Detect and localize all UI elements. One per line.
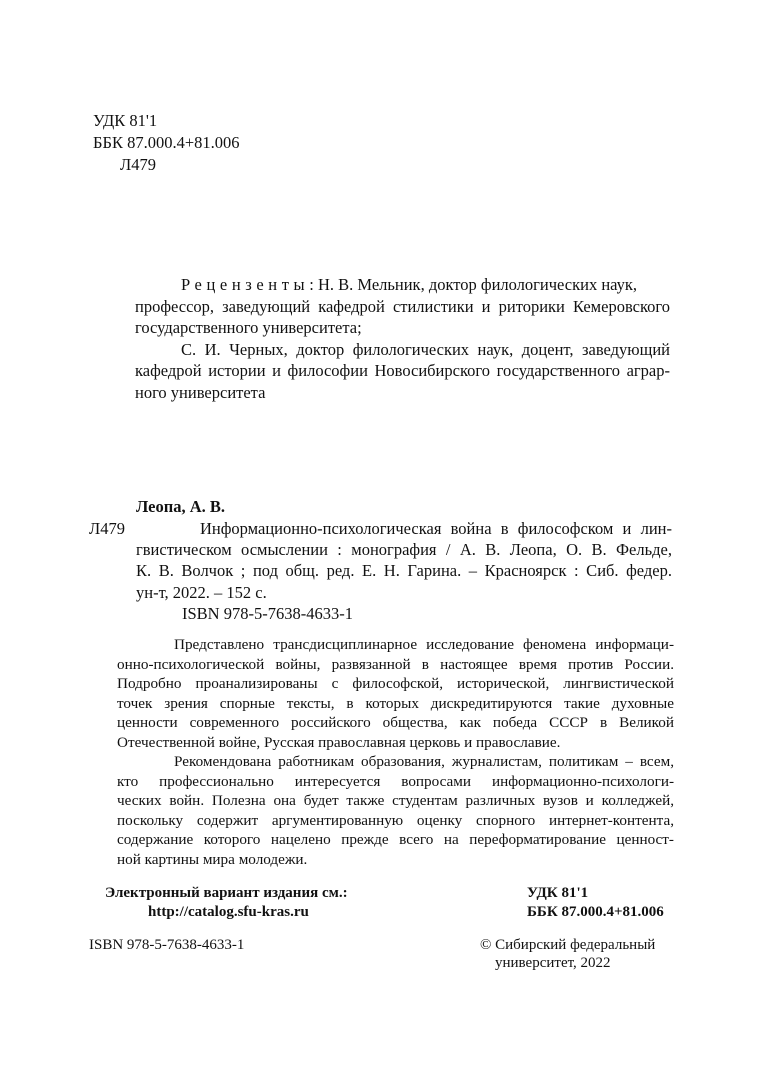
- annotation-p2-line: кто профессионально интересуется вопросами информационно-психологи-: [117, 772, 674, 790]
- author-name: Леопа, А. В.: [136, 497, 226, 516]
- annotation-p1-line: онно-психологической войны, развязанной в настоящее время против России.: [117, 655, 674, 673]
- reviewers-line-1: Рецензенты: Н. В. Мельник, доктор филологических наук,: [181, 275, 638, 294]
- annotation-p1-line: ценности современного российского общества, как победа СССР в Великой: [117, 714, 674, 732]
- copyright-line-1: © Сибирский федеральный: [480, 937, 656, 953]
- bbk-header: ББК 87.000.4+81.006: [93, 133, 240, 152]
- electronic-version-label: Электронный вариант издания см.:: [105, 885, 348, 901]
- annotation-p1-line: точек зрения спорные тексты, в которых дискредитируются такие духовные: [117, 694, 674, 712]
- annotation-p2-line: поскольку содержит аргументированную оценку спорного интернет-контента,: [117, 811, 674, 829]
- annotation-p2-line: ческих войн. Полезна она будет также студентам различных вузов и колледжей,: [117, 792, 674, 810]
- udk-header: УДК 81'1: [93, 111, 158, 130]
- reviewers-line-6: ного университета: [135, 383, 266, 402]
- author-code: Л479: [89, 519, 125, 538]
- annotation-p1-line: Представлено трансдисциплинарное исследование феномена информаци-: [174, 636, 674, 653]
- bib-line-3: К. В. Волчок ; под общ. ред. Е. Н. Гарина. – Красноярск : Сиб. федер.: [136, 561, 672, 580]
- annotation-p2-line: ной картины мира молодежи.: [117, 851, 308, 868]
- annotation-p2-line: Рекомендована работникам образования, журналистам, политикам – всем,: [174, 753, 674, 770]
- isbn-footer: ISBN 978-5-7638-4633-1: [89, 937, 245, 953]
- bib-isbn: ISBN 978-5-7638-4633-1: [182, 604, 353, 623]
- annotation-p1-line: Отечественной войне, Русская православная церковь и православие.: [117, 734, 561, 751]
- annotation-p1-line: Подробно проанализированы с философской, исторической, лингвистической: [117, 675, 674, 693]
- author-code-header: Л479: [120, 155, 156, 174]
- reviewers-label: Рецензенты: [181, 275, 310, 294]
- copyright-line-2: университет, 2022: [495, 955, 611, 971]
- bib-line-2: гвистическом осмыслении : монография / А. В. Леопа, О. В. Фельде,: [136, 540, 672, 559]
- udk-footer: УДК 81'1: [527, 885, 589, 901]
- bib-line-1: Информационно-психологическая война в философском и лин-: [200, 519, 672, 538]
- bbk-footer: ББК 87.000.4+81.006: [527, 904, 664, 920]
- bib-line-4: ун-т, 2022. – 152 с.: [136, 583, 267, 602]
- reviewers-line-4: С. И. Черных, доктор филологических наук, доцент, заведующий: [181, 340, 670, 359]
- reviewers-line-5: кафедрой истории и философии Новосибирского государственного аграр-: [135, 361, 670, 380]
- catalog-url[interactable]: http://catalog.sfu-kras.ru: [148, 904, 309, 920]
- reviewers-line-2: профессор, заведующий кафедрой стилистики и риторики Кемеровского: [135, 297, 670, 316]
- reviewers-line-3: государственного университета;: [135, 318, 362, 337]
- annotation-p2-line: содержание которого нацелено прежде всего на переформатирование ценност-: [117, 831, 674, 849]
